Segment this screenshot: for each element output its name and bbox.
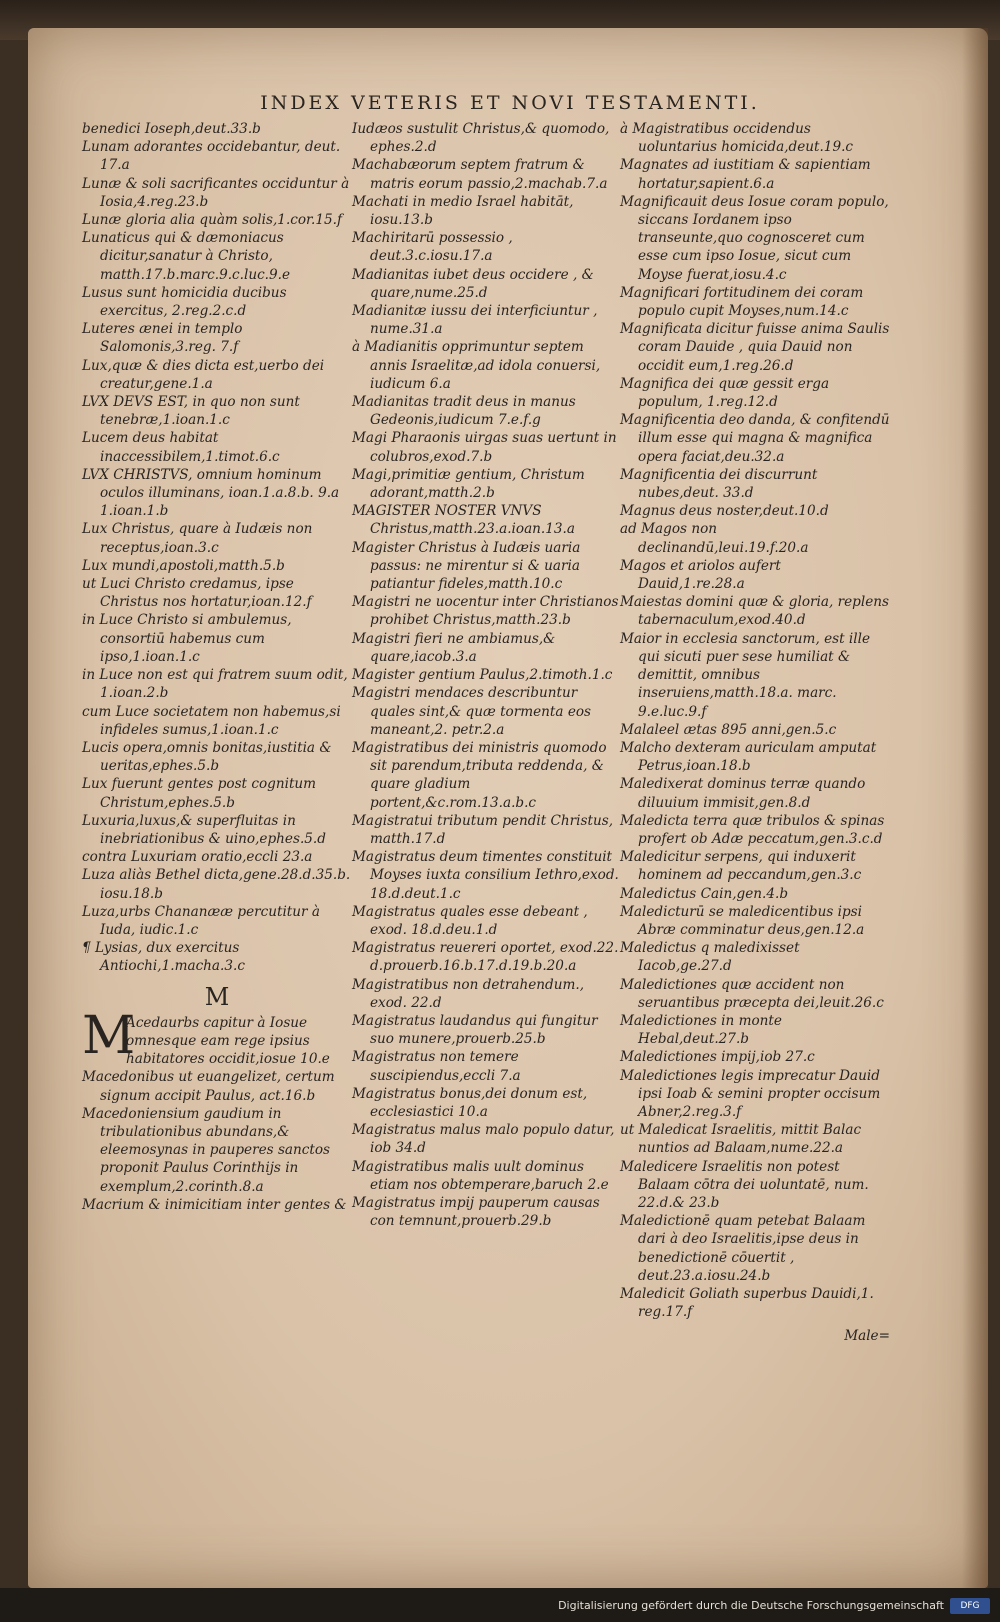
catchword: Male= xyxy=(844,1328,890,1345)
index-entry: Lucem deus habitat inaccessibilem,1.timot.6.c xyxy=(82,430,280,465)
index-entry: Maledictiones legis imprecatur Dauid ipsi Ioab & semini propter occisum Abner,2.reg.3.f xyxy=(620,1067,881,1120)
index-entry: benedici Ioseph,deut.33.b xyxy=(82,121,261,137)
index-entry: Lunam adorantes occidebantur, deut. 17.a xyxy=(82,139,341,174)
index-entry: Magister gentium Paulus,2.timoth.1.c xyxy=(352,667,613,684)
index-entry: Magnus deus noster,deut.10.d xyxy=(620,503,829,520)
index-entry: Maledicit Goliath superbus Dauidi,1. reg.17.f xyxy=(620,1286,874,1321)
index-entry: Magistratus quales esse debeant , exod. 18.d.deu.1.d xyxy=(352,903,588,938)
index-entry: Magistratibus malis uult dominus etiam nos obtemperare,baruch 2.e xyxy=(352,1158,609,1193)
index-entry: Magnificentia deo danda, & confitendū illum esse qui magna & magnifica opera faciat,deu.32.a xyxy=(620,412,890,465)
index-entry: Maledicturū se maledicentibus ipsi Abræ comminatur deus,gen.12.a xyxy=(620,903,865,938)
index-entry: Lusus sunt homicidia ducibus exercitus, 2.reg.2.c.d xyxy=(82,284,287,320)
footer-credit: Digitalisierung gefördert durch die Deutsche Forschungsgemeinschaft xyxy=(558,1599,944,1612)
drop-cap: M xyxy=(82,1005,136,1066)
index-entry: Lucis opera,omnis bonitas,iustitia & ueritas,ephes.5.b xyxy=(82,739,332,775)
index-entry: Magistratus deum timentes constituit Moyses iuxta consilium Iethro,exod. 18.d.deut.1.c xyxy=(352,849,619,902)
index-entry: Maledictus q maledixisset Iacob,ge.27.d xyxy=(620,940,800,975)
letter-heading: M xyxy=(204,982,230,1011)
index-entry: Luza,urbs Chananææ percutitur à Iuda, iudic.1.c xyxy=(82,903,320,938)
index-entry: Madianitas tradit deus in manus Gedeonis,iudicum 7.e.f.g xyxy=(352,394,576,429)
index-entry: Magistratibus non detrahendum., exod. 22.d xyxy=(352,976,585,1011)
index-entry: Magistri fieri ne ambiamus,& quare,iacob.3.a xyxy=(352,630,556,665)
index-entry: Maledictiones quæ accident non seruantibus præcepta dei,leuit.26.c xyxy=(620,976,884,1011)
dropcap-entry xyxy=(82,1005,352,1069)
index-entry: ad Magos non declinandū,leui.19.f.20.a xyxy=(620,521,809,556)
index-entry: Machabæorum septem fratrum & matris eorum passio,2.machab.7.a xyxy=(352,157,608,192)
index-entry: LVX DEVS EST, in quo non sunt tenebræ,1.ioan.1.c xyxy=(82,394,300,429)
index-entry: Maledictionē quam petebat Balaam dari à deo Israelitis,ipse deus in benedictionē cōuertit , deut.23.a.iosu.24.b xyxy=(620,1213,866,1284)
index-entry: Machati in medio Israel habitāt, iosu.13.b xyxy=(352,193,574,229)
index-entry: Madianitæ iussu dei interficiuntur , nume.31.a xyxy=(352,303,598,338)
index-entry: Maledicere Israelitis non potest Balaam cōtra dei uoluntatē, num. 22.d.& 23.b xyxy=(620,1158,869,1211)
index-entry: Machiritarū possessio , deut.3.c.iosu.17.a xyxy=(352,230,513,265)
index-entry: Magnifica dei quæ gessit erga populum, 1.reg.12.d xyxy=(620,375,830,411)
index-entry: Maledixerat dominus terræ quando diluuium immisit,gen.8.d xyxy=(620,776,866,811)
index-entry: Macrium & inimicitiam inter gentes & xyxy=(82,1196,347,1213)
index-entry: Magnates ad iustitiam & sapientiam hortatur,sapient.6.a xyxy=(620,157,871,192)
index-entry: Lux Christus, quare à Iudæis non receptus,ioan.3.c xyxy=(82,521,313,556)
index-entry: Magistratus impij pauperum causas con temnunt,prouerb.29.b xyxy=(352,1194,600,1230)
index-entry: Magi Pharaonis uirgas suas uertunt in colubros,exod.7.b xyxy=(352,430,617,465)
index-entry: Maledicitur serpens, qui induxerit hominem ad peccandum,gen.3.c xyxy=(620,849,862,884)
index-entry: Maledicta terra quæ tribulos & spinas profert ob Adæ peccatum,gen.3.c.d xyxy=(620,812,885,847)
index-entry: ut Luci Christo credamus, ipse Christus nos hortatur,ioan.12.f xyxy=(82,576,312,611)
index-entry: Maledictiones in monte Hebal,deut.27.b xyxy=(620,1012,782,1048)
index-entry: Luteres ænei in templo Salomonis,3.reg. 7.f xyxy=(82,321,243,356)
index-entry: Macedonibus ut euangelizet, certum signum accipit Paulus, act.16.b xyxy=(82,1069,335,1104)
index-column-3 xyxy=(620,120,890,1346)
index-entry: Malaleel ætas 895 anni,gen.5.c xyxy=(620,721,837,738)
index-entry: à Magistratibus occidendus uoluntarius homicida,deut.19.c xyxy=(620,121,854,156)
index-entry: MAGISTER NOSTER VNVS Christus,matth.23.a.ioan.13.a xyxy=(352,503,575,538)
index-column-1 xyxy=(82,120,352,1214)
index-entry: Magistri mendaces describuntur quales sint,& quæ tormenta eos maneant,2. petr.2.a xyxy=(352,685,592,738)
index-entry: cum Luce societatem non habemus,si infideles sumus,1.ioan.1.c xyxy=(82,703,341,738)
index-entry: Magistratus reuereri oportet, exod.22. d.prouerb.16.b.17.d.19.b.20.a xyxy=(352,940,619,975)
index-entry: ¶ Lysias, dux exercitus Antiochi,1.macha.3.c xyxy=(82,940,245,975)
index-entry: Magister Christus à Iudæis uaria passus: ne mirentur si & uaria patiantur fideles,matth.10.c xyxy=(352,539,581,593)
index-entry: Magnificauit deus Iosue coram populo, siccans Iordanem ipso transeunte,quo cognosceret cum esse cum ipso Iosue, sicut cum Moyse fuerat,iosu.4.c xyxy=(620,193,889,283)
index-entry: Lux mundi,apostoli,matth.5.b xyxy=(82,557,285,574)
index-entry: Magistratibus dei ministris quomodo sit parendum,tributa reddenda, & quare gladium portent,&c.rom.13.a.b.c xyxy=(352,739,607,811)
index-entry: contra Luxuriam oratio,eccli 23.a xyxy=(82,849,313,866)
page-gutter xyxy=(962,28,988,1588)
dropcap-entry-text: Acedaurbs capitur à Iosue omnesque eam rege ipsius habitatores occidit,iosue 10.e xyxy=(126,1014,330,1068)
index-entry: Lux fuerunt gentes post cognitum Christum,ephes.5.b xyxy=(82,776,317,811)
index-entry: Magi,primitiæ gentium, Christum adorant,matth.2.b xyxy=(352,466,585,502)
index-entry: Maior in ecclesia sanctorum, est ille qui sicuti puer sese humiliat & demittit, omnibus inseruiens,matth.18.a. marc. 9.e.luc.9.f xyxy=(620,630,870,720)
index-entry: ut Maledicat Israelitis, mittit Balac nuntios ad Balaam,nume.22.a xyxy=(620,1122,862,1157)
index-column-2 xyxy=(352,120,622,1230)
index-entry: Magistratus bonus,dei donum est, ecclesiastici 10.a xyxy=(352,1085,588,1120)
index-entry: Malcho dexteram auriculam amputat Petrus,ioan.18.b xyxy=(620,739,877,775)
dfg-logo: DFG xyxy=(950,1598,990,1614)
index-entry: à Madianitis opprimuntur septem annis Israelitæ,ad idola conuersi, iudicum 6.a xyxy=(352,339,601,392)
index-entry: Magistratus malus malo populo datur, iob 34.d xyxy=(352,1122,615,1157)
index-entry: Lunæ & soli sacrificantes occiduntur à Iosia,4.reg.23.b xyxy=(82,175,350,210)
index-entry: Maledictiones impij,iob 27.c xyxy=(620,1049,815,1066)
index-entry: in Luce non est qui fratrem suum odit, 1.ioan.2.b xyxy=(82,667,348,702)
index-entry: Lux,quæ & dies dicta est,uerbo dei creatur,gene.1.a xyxy=(82,357,325,392)
index-entry: Magos et ariolos aufert Dauid,1.re.28.a xyxy=(620,557,781,593)
index-entry: Magnificari fortitudinem dei coram populo cupit Moyses,num.14.c xyxy=(620,284,864,320)
index-entry: Magnificentia dei discurrunt nubes,deut. 33.d xyxy=(620,466,818,502)
index-entry: Macedoniensium gaudium in tribulationibus abundans,& eleemosynas in pauperes sanctos proponit Paulus Corinthijs in exemplum,2.corinth.8.a xyxy=(82,1105,331,1195)
index-entry: Magistratus non temere suscipiendus,eccli 7.a xyxy=(352,1049,521,1084)
index-entry: Madianitas iubet deus occidere , & quare,nume.25.d xyxy=(352,266,594,301)
index-entry: Luxuria,luxus,& superfluitas in inebriationibus & uino,ephes.5.d xyxy=(82,812,326,847)
index-entry: in Luce Christo si ambulemus, consortiū habemus cum ipso,1.ioan.1.c xyxy=(82,612,292,665)
index-entry: Iudæos sustulit Christus,& quomodo, ephes.2.d xyxy=(352,121,610,156)
index-entry: Lunæ gloria alia quàm solis,1.cor.15.f xyxy=(82,212,343,229)
running-head: INDEX VETERIS ET NOVI TESTAMENTI. xyxy=(260,92,760,114)
index-entry: Maiestas domini quæ & gloria, replens tabernaculum,exod.40.d xyxy=(620,594,889,629)
index-entry: Magistratus laudandus qui fungitur suo munere,prouerb.25.b xyxy=(352,1012,598,1048)
index-entry: Maledictus Cain,gen.4.b xyxy=(620,885,789,902)
footer-bar xyxy=(0,1588,1000,1622)
index-entry: Luza aliàs Bethel dicta,gene.28.d.35.b. iosu.18.b xyxy=(82,867,351,902)
index-entry: LVX CHRISTVS, omnium hominum oculos illuminans, ioan.1.a.8.b. 9.a 1.ioan.1.b xyxy=(82,466,340,520)
index-entry: Magistratui tributum pendit Christus, matth.17.d xyxy=(352,812,614,847)
index-entry: Magnificata dicitur fuisse anima Saulis coram Dauide , quia Dauid non occidit eum,1.reg.26.d xyxy=(620,321,890,374)
index-entry: Lunaticus qui & dæmoniacus dicitur,sanatur à Christo, matth.17.b.marc.9.c.luc.9.e xyxy=(82,230,291,283)
index-entry: Magistri ne uocentur inter Christianos prohibet Christus,matth.23.b xyxy=(352,594,619,629)
